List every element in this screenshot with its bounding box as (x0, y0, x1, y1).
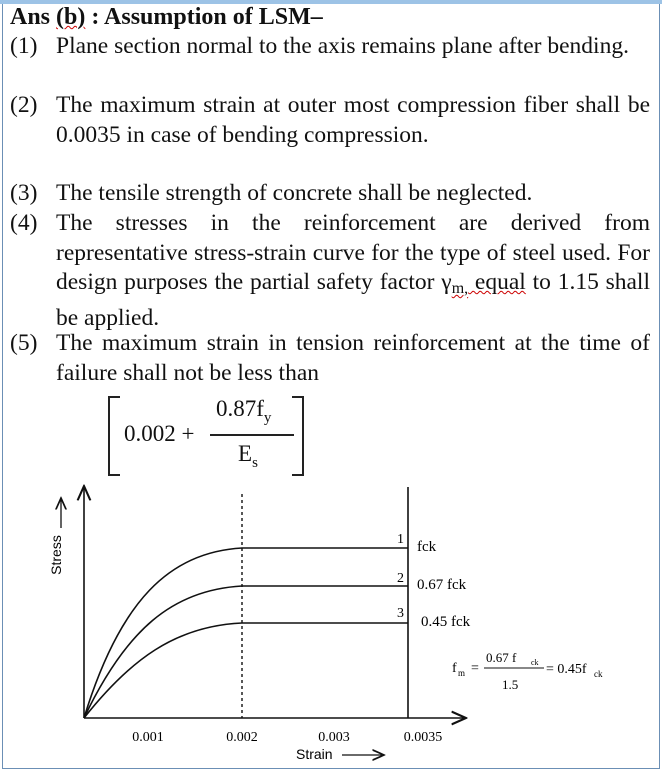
curve-045fck (84, 623, 408, 718)
x-tick-label: 0.002 (226, 730, 258, 745)
formula-constant: 0.002 + (124, 421, 195, 446)
curve-label: 0.45 fck (421, 614, 471, 630)
assumption-number: (2) (10, 92, 38, 118)
x-axis-title (296, 746, 384, 762)
x-tick-label: 0.001 (132, 730, 164, 745)
curve-label: fck (417, 539, 437, 555)
svg-text:1.5: 1.5 (502, 677, 519, 692)
formula-denominator: $E_s$ (238, 441, 258, 471)
answer-title: Ans (b) : Assumption of LSM– (10, 4, 323, 30)
svg-text:Strain: Strain (296, 746, 333, 762)
assumption-text: Plane section normal to the axis remains plane after bending. (56, 33, 629, 59)
assumption-text: The maximum strain at outer most compression fiber shall be 0.0035 in case of bending compression. (56, 92, 650, 148)
assumption-text: The stresses in the reinforcement are derived from representative stress-strain curve for the type of steel used. For design purposes the partial safety factor $\gamma_{m,}$ equal to 1.15 shall be applied. (56, 210, 650, 331)
svg-text:m: m (458, 668, 466, 678)
gamma-subscript: m, (451, 280, 469, 298)
fm-equation (452, 650, 603, 692)
assumption-number: (5) (10, 330, 38, 356)
svg-text:=: = (471, 661, 479, 676)
formula-numerator: $0.87f_y$ (216, 396, 272, 426)
curve-067fck (84, 586, 408, 718)
assumption-number: (4) (10, 210, 38, 236)
svg-text:ck: ck (594, 669, 603, 679)
svg-text:0.67 f: 0.67 f (486, 650, 517, 665)
curve-marker: 2 (397, 571, 404, 586)
y-axis-title (48, 498, 64, 575)
assumption-text: The tensile strength of concrete shall be neglected. (56, 180, 533, 206)
svg-text:= 0.45f: = 0.45f (546, 662, 587, 677)
gamma-symbol: γ (441, 269, 452, 296)
curve-label: 0.67 fck (417, 577, 467, 593)
assumption-number: (1) (10, 33, 38, 59)
curve-fck (84, 548, 408, 718)
svg-text:f: f (452, 661, 457, 676)
curve-marker: 1 (397, 532, 404, 547)
assumption-text: The maximum strain in tension reinforcement at the time of failure shall not be less than (56, 330, 650, 386)
svg-text:ck: ck (531, 658, 539, 667)
svg-text:Stress: Stress (48, 535, 64, 575)
curve-marker: 3 (397, 606, 404, 621)
x-tick-label: 0.0035 (403, 730, 443, 745)
assumption-number: (3) (10, 180, 38, 206)
x-tick-label: 0.003 (318, 730, 350, 745)
